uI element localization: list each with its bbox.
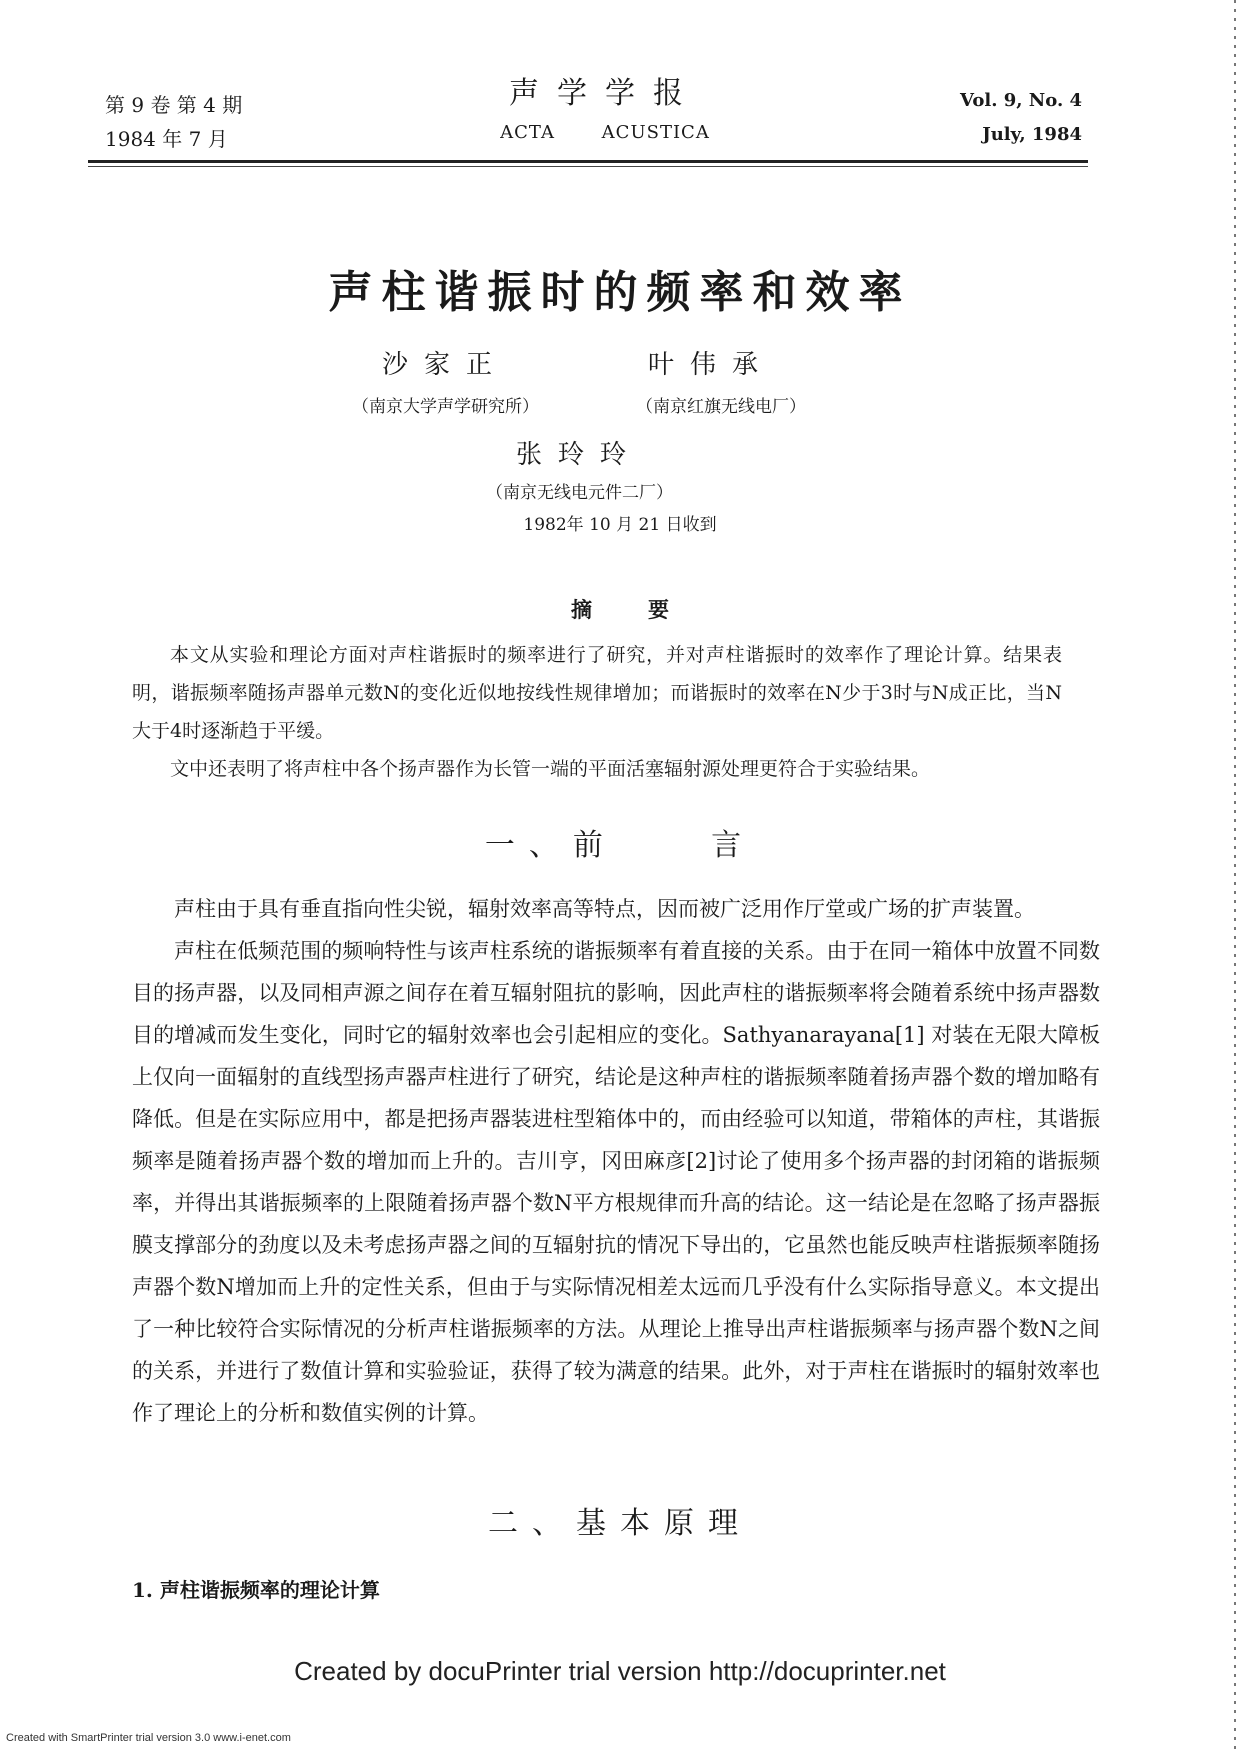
author-affiliation-2: （南京红旗无线电厂） xyxy=(636,397,806,417)
date-cn: 1984 年 7 月 xyxy=(105,127,228,151)
small-trial-notice: Created with SmartPrinter trial version 3.0 www.i-enet.com xyxy=(6,1732,291,1744)
section-body-intro xyxy=(132,888,1100,1434)
subsection-heading: 1. 声柱谐振频率的理论计算 xyxy=(132,1578,380,1602)
masthead-left xyxy=(105,88,242,156)
abstract-body xyxy=(132,636,1062,788)
journal-name-cn: 声学学报 xyxy=(509,76,701,111)
author-affiliation-1: （南京大学声学研究所） xyxy=(352,397,539,417)
date-en: July, 1984 xyxy=(982,124,1082,145)
volume-en: Vol. 9, No. 4 xyxy=(960,90,1082,111)
abstract-paragraph: 文中还表明了将声柱中各个扬声器作为长管一端的平面活塞辐射源处理更符合于实验结果。 xyxy=(170,758,931,780)
trial-watermark: Created by docuPrinter trial version http://docuprinter.net xyxy=(294,1656,946,1686)
paper-title: 声柱谐振时的频率和效率 xyxy=(328,267,912,318)
masthead-rule xyxy=(88,160,1088,163)
journal-name-en: ACTA ACUSTICA xyxy=(500,122,710,143)
author-name-2: 叶伟承 xyxy=(648,350,775,380)
section-heading-principle: 二、基本原理 xyxy=(488,1506,752,1541)
abstract-heading: 摘要 xyxy=(571,597,725,622)
scan-edge-artifact xyxy=(1234,0,1236,1754)
author-affiliation-3: （南京无线电元件二厂） xyxy=(486,483,673,503)
author-name-3: 张玲玲 xyxy=(516,440,643,470)
masthead-rule-thin xyxy=(88,166,1088,167)
masthead-right xyxy=(960,84,1082,152)
body-paragraph: 声柱由于具有垂直指向性尖锐，辐射效率高等特点，因而被广泛用作厅堂或广场的扩声装置。 xyxy=(174,897,1035,921)
abstract-paragraph: 本文从实验和理论方面对声柱谐振时的频率进行了研究，并对声柱谐振时的效率作了理论计算。结果表明，谐振频率随扬声器单元数N的变化近似地按线性规律增加；而谐振时的效率在N少于3时与N成正比，当N大于4时逐渐趋于平缓。 xyxy=(132,644,1062,742)
body-paragraph: 声柱在低频范围的频响特性与该声柱系统的谐振频率有着直接的关系。由于在同一箱体中放置不同数目的扬声器，以及同相声源之间存在着互辐射阻抗的影响，因此声柱的谐振频率将会随着系统中扬声器数目的增减而发生变化，同时它的辐射效率也会引起相应的变化。Sathyanarayana[1] 对装在无限大障板上仅向一面辐射的直线型扬声器声柱进行了研究，结论是这种声柱的谐振频率随着扬声器个数的增加略有降低。但是在实际应用中，都是把扬声器装进柱型箱体中的，而由经验可以知道，带箱体的声柱，其谐振频率是随着扬声器个数的增加而上升的。吉川亨，冈田麻彦[2]讨论了使用多个扬声器的封闭箱的谐振频率，并得出其谐振频率的上限随着扬声器个数N平方根规律而升高的结论。这一结论是在忽略了扬声器振膜支撑部分的劲度以及未考虑扬声器之间的互辐射抗的情况下导出的，它虽然也能反映声柱谐振频率随扬声器个数N增加而上升的定性关系，但由于与实际情况相差太远而几乎没有什么实际指导意义。本文提出了一种比较符合实际情况的分析声柱谐振频率的方法。从理论上推导出声柱谐振频率与扬声器个数N之间的关系，并进行了数值计算和实验验证，获得了较为满意的结果。此外，对于声柱在谐振时的辐射效率也作了理论上的分析和数值实例的计算。 xyxy=(132,939,1100,1425)
section-heading-intro: 一、前 言 xyxy=(484,828,756,863)
masthead-center xyxy=(430,74,780,143)
author-name-1: 沙家正 xyxy=(382,350,509,380)
received-date: 1982年 10 月 21 日收到 xyxy=(523,515,717,535)
volume-cn: 第 9 卷 第 4 期 xyxy=(105,93,243,117)
